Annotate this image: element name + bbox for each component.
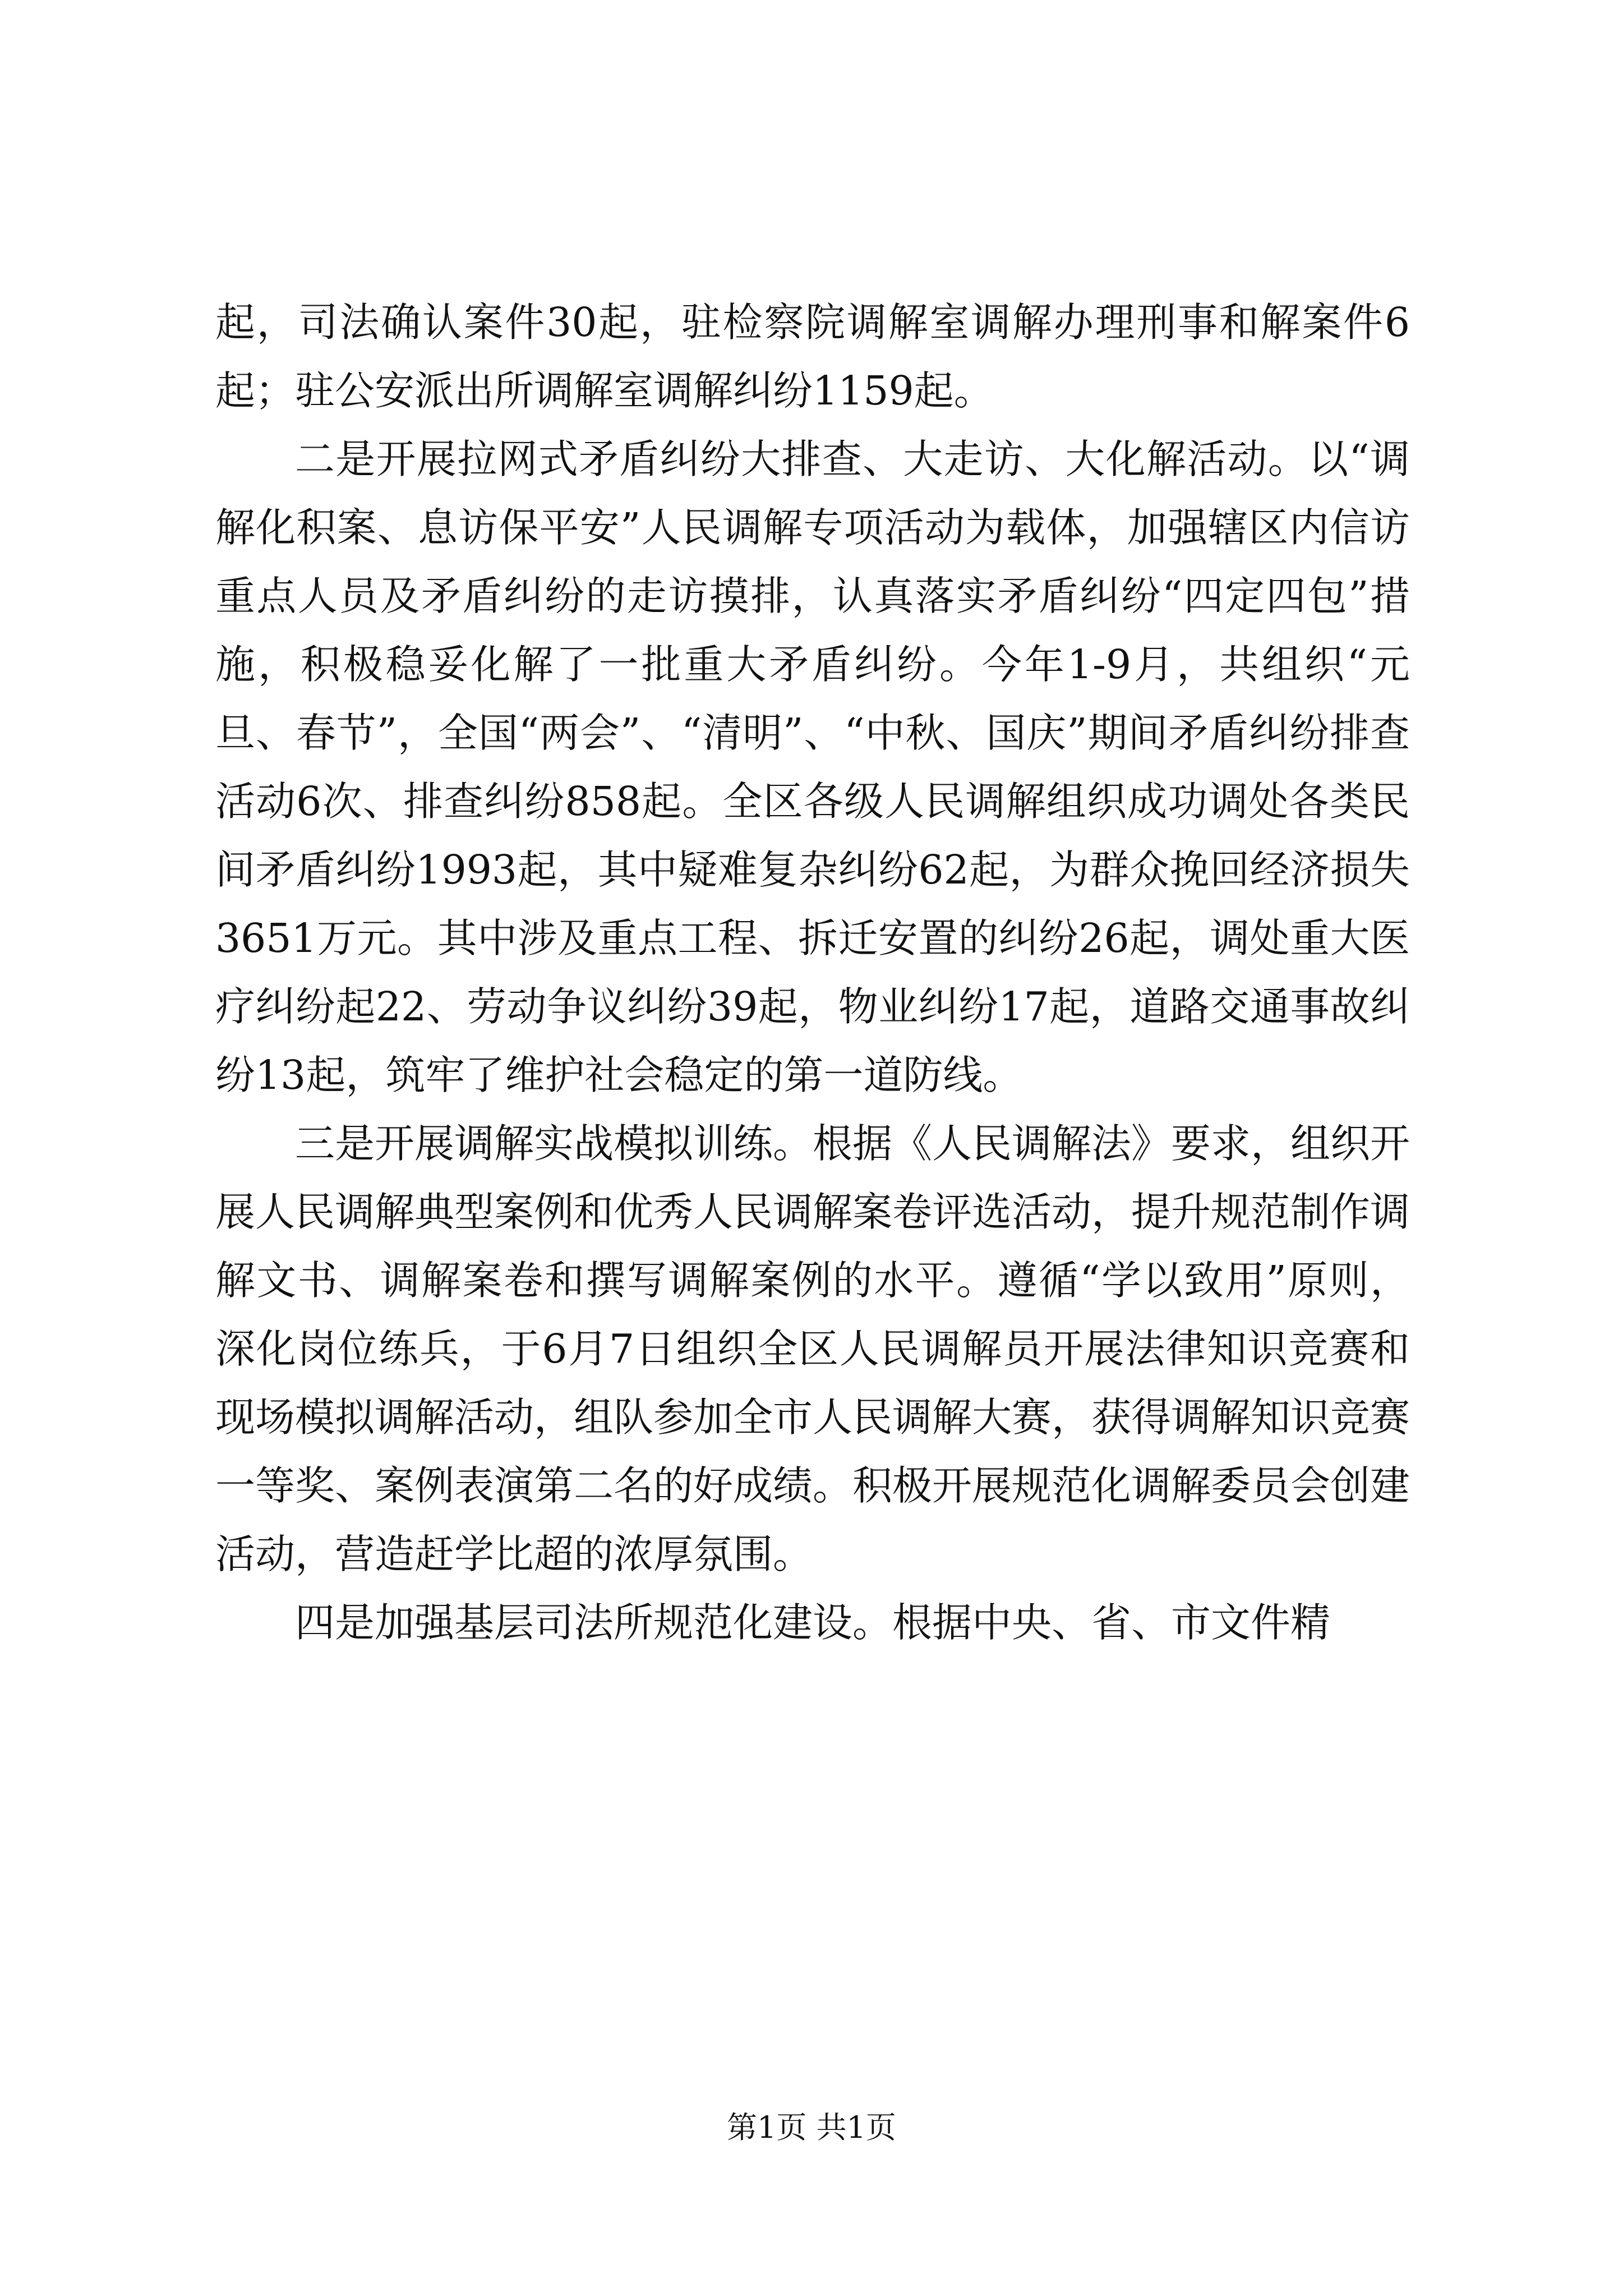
document-body — [215, 288, 1410, 1657]
page-number-footer: 第1页 共1页 — [727, 2110, 896, 2145]
paragraph-mediation-training: 三是开展调解实战模拟训练。根据《人民调解法》要求，组织开展人民调解典型案例和优秀人民调解案卷评选活动，提升规范制作调解文书、调解案卷和撰写调解案例的水平。遵循“学以致用”原则，深化岗位练兵，于6月7日组织全区人民调解员开展法律知识竞赛和现场模拟调解活动，组队参加全市人民调解大赛，获得调解知识竞赛一等奖、案例表演第二名的好成绩。积极开展规范化调解委员会创建活动，营造赶学比超的浓厚氛围。 — [215, 1120, 1410, 1577]
paragraph-judicial-office-construction: 四是加强基层司法所规范化建设。根据中央、省、市文件精 — [295, 1599, 1331, 1646]
paragraph-dispute-investigation: 二是开展拉网式矛盾纠纷大排查、大走访、大化解活动。以“调解化积案、息访保平安”人民调解专项活动为载体，加强辖区内信访重点人员及矛盾纠纷的走访摸排，认真落实矛盾纠纷“四定四包”措施，积极稳妥化解了一批重大矛盾纠纷。今年1-9月，共组织“元旦、春节”，全国“两会”、“清明”、“中秋、国庆”期间矛盾纠纷排查活动6次、排查纠纷858起。全区各级人民调解组织成功调处各类民间矛盾纠纷1993起，其中疑难复杂纠纷62起，为群众挽回经济损失3651万元。其中涉及重点工程、拆迁安置的纠纷26起，调处重大医疗纠纷起22、劳动争议纠纷39起，物业纠纷17起，道路交通事故纠纷13起，筑牢了维护社会稳定的第一道防线。 — [215, 436, 1410, 1098]
paragraph-continued: 起，司法确认案件30起，驻检察院调解室调解办理刑事和解案件6起；驻公安派出所调解室调解纠纷1159起。 — [215, 299, 1410, 414]
